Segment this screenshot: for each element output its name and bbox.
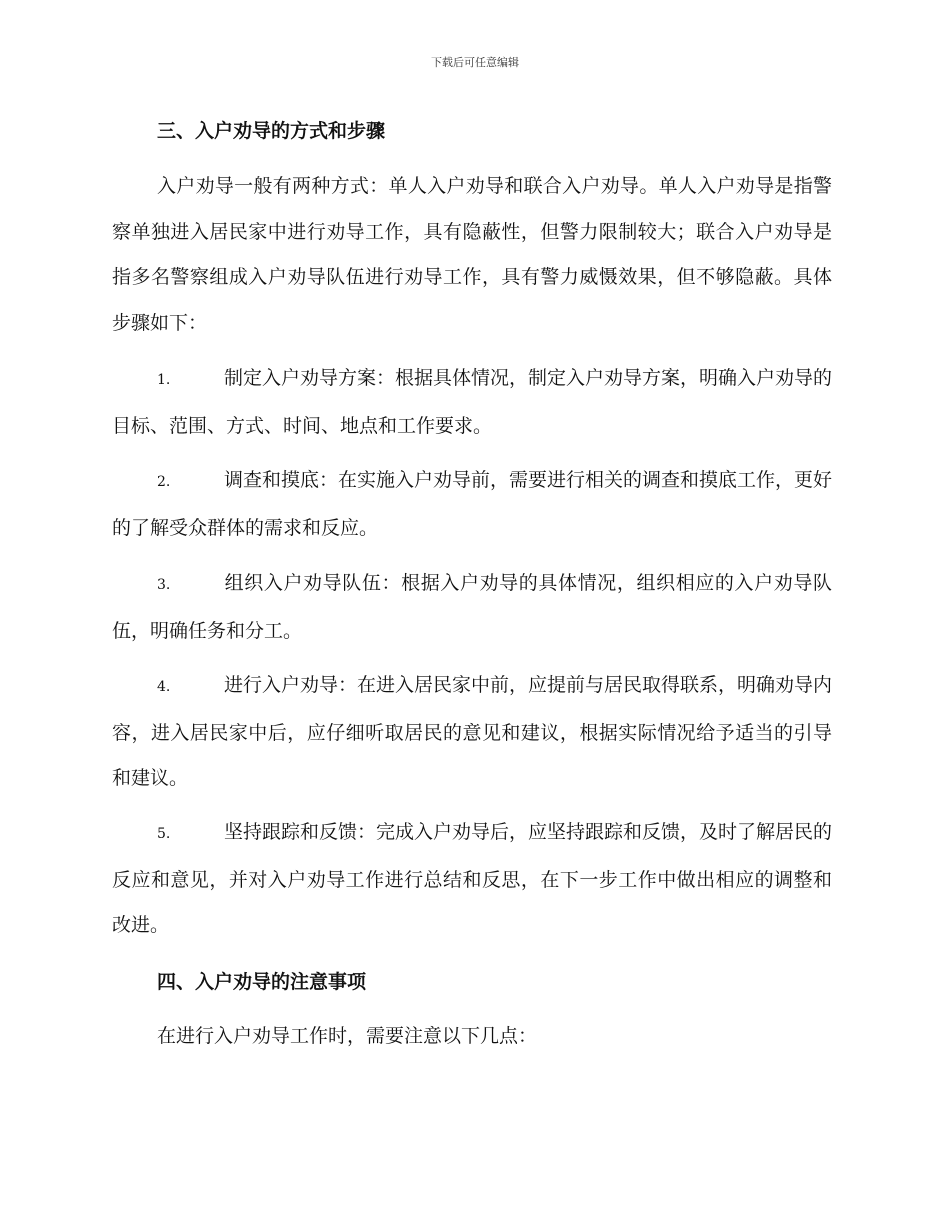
step-text: 制定入户劝导方案：根据具体情况，制定入户劝导方案，明确入户劝导的目标、范围、方式、时间、地点和工作要求。	[112, 367, 833, 437]
step-number: 3.	[157, 577, 171, 593]
step-text: 进行入户劝导：在进入居民家中前，应提前与居民取得联系，明确劝导内容，进入居民家中后，应仔细听取居民的意见和建议，根据实际情况给予适当的引导和建议。	[112, 674, 833, 789]
step-item-2	[112, 458, 832, 551]
section-4-intro: 在进行入户劝导工作时，需要注意以下几点：	[157, 1025, 538, 1047]
page-header-note: 下载后可任意编辑	[431, 56, 519, 69]
step-item-3	[112, 561, 832, 654]
step-number: 1.	[157, 372, 171, 388]
section-3-intro: 入户劝导一般有两种方式：单人入户劝导和联合入户劝导。单人入户劝导是指警察单独进入居民家中进行劝导工作，具有隐蔽性，但警力限制较大；联合入户劝导是指多名警察组成入户劝导队伍进行劝导工作，具有警力威慑效果，但不够隐蔽。具体步骤如下：	[112, 175, 832, 334]
step-number: 4.	[157, 679, 171, 695]
step-item-4	[112, 663, 832, 802]
section-3-heading: 三、入户劝导的方式和步骤	[157, 120, 386, 142]
step-text: 调查和摸底：在实施入户劝导前，需要进行相关的调查和摸底工作，更好的了解受众群体的需求和反应。	[112, 469, 833, 539]
step-number: 2.	[157, 474, 171, 490]
step-text: 组织入户劝导队伍：根据入户劝导的具体情况，组织相应的入户劝导队伍，明确任务和分工。	[112, 572, 832, 642]
step-item-5	[112, 810, 832, 949]
step-text: 坚持跟踪和反馈：完成入户劝导后，应坚持跟踪和反馈，及时了解居民的反应和意见，并对入户劝导工作进行总结和反思，在下一步工作中做出相应的调整和改进。	[112, 821, 833, 936]
section-4-heading: 四、入户劝导的注意事项	[157, 971, 367, 993]
step-number: 5.	[157, 826, 171, 842]
step-item-1	[112, 356, 832, 449]
